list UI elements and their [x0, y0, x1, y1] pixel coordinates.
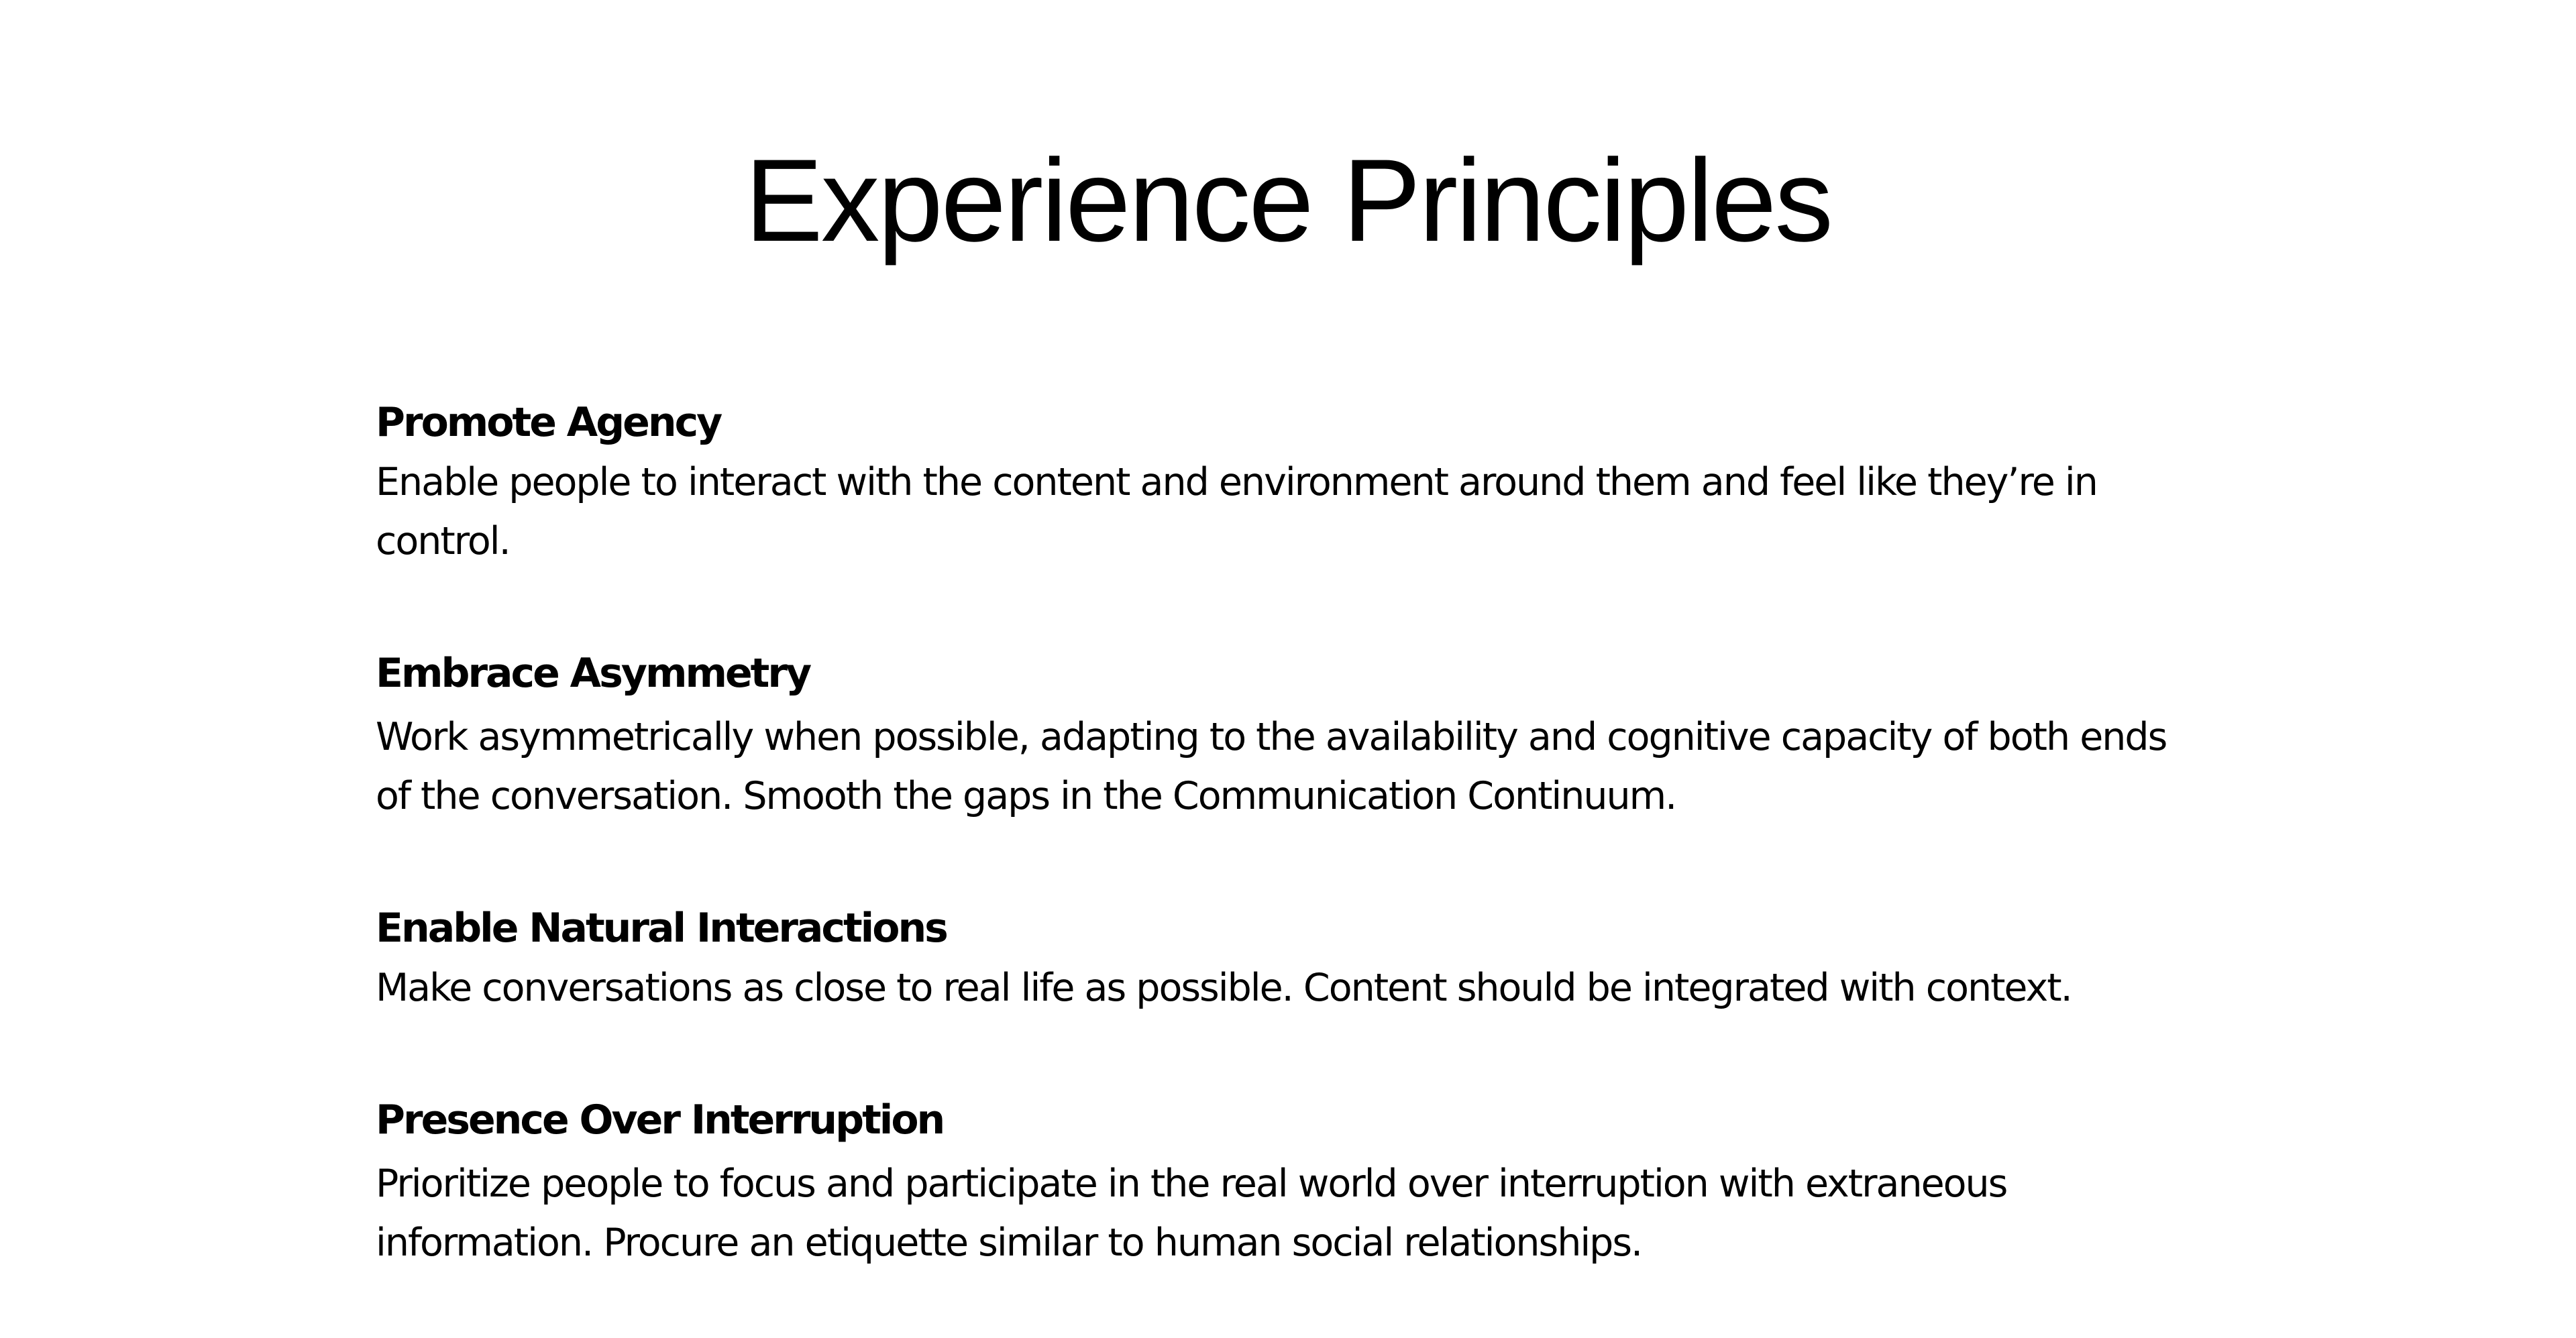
principle-heading: Enable Natural Interactions: [376, 905, 947, 952]
principle-heading: Embrace Asymmetry: [376, 650, 810, 697]
principle-description: Enable people to interact with the content and environment around them and feel like they’re in control.: [376, 460, 2097, 563]
principle-description: Make conversations as close to real life as possible. Content should be integrated with context.: [376, 966, 2072, 1010]
principle-enable-natural-interactions: [376, 898, 2187, 1017]
page-title: Experience Principles: [745, 135, 1831, 266]
principle-promote-agency: [376, 392, 2187, 571]
principle-presence-over-interruption: [376, 1090, 2187, 1272]
principle-embrace-asymmetry: [376, 643, 2187, 826]
principle-heading: Presence Over Interruption: [376, 1097, 944, 1144]
principle-description: Work asymmetrically when possible, adapting to the availability and cognitive capacity of both ends of the conversation. Smooth the gaps in the Communication Continuum.: [376, 715, 2167, 818]
principle-heading: Promote Agency: [376, 399, 721, 446]
principles-list: [376, 392, 2187, 1272]
principle-description: Prioritize people to focus and participate in the real world over interruption with extraneous information. Procure an etiquette similar to human social relationships.: [376, 1162, 2007, 1265]
